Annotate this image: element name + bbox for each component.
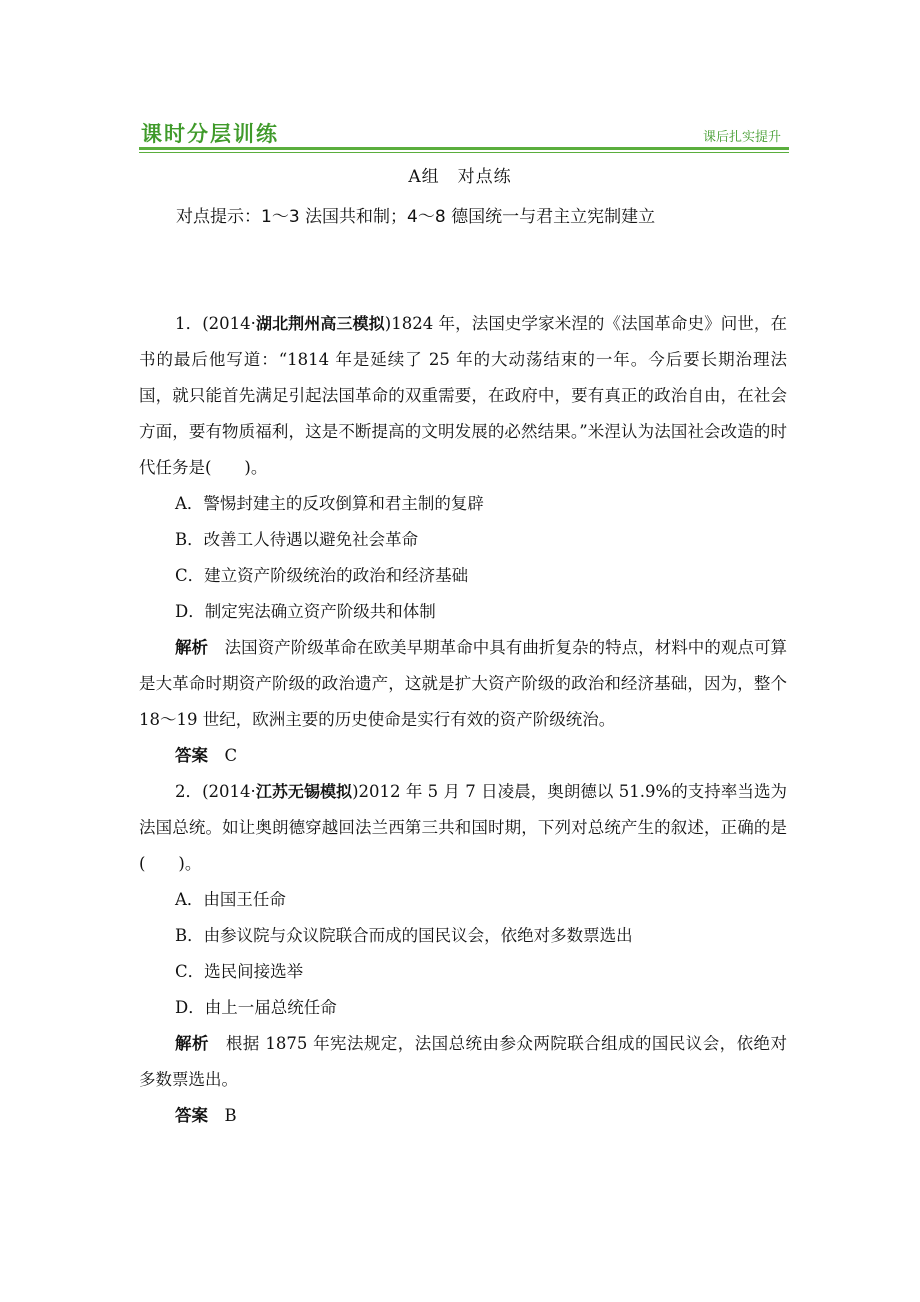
question-2-analysis — [139, 1026, 787, 1098]
analysis-text: 法国资产阶级革命在欧美早期革命中具有曲折复杂的特点，材料中的观点可算是大革命时期资产阶级的政治遗产，这就是扩大资产阶级的政治和经济基础，因为，整个 18～19 世纪，欧洲主要的历史使命是实行有效的资产阶级统治。 — [139, 638, 788, 729]
question-2-option-b: B．由参议院与众议院联合而成的国民议会，依绝对多数票选出 — [175, 926, 633, 945]
question-2-answer — [139, 1098, 787, 1134]
question-1-analysis — [139, 630, 787, 738]
question-2-source: 江苏无锡模拟 — [255, 782, 353, 801]
question-1-text: )1824 年，法国史学家米涅的《法国革命史》问世，在书的最后他写道：“1814 年是延续了 25 年的大动荡结束的一年。今后要长期治理法国，就只能首先满足引起法国革命的双重需要，在政府中，要有真正的政治自由，在社会方面，要有物质福利，这是不断提高的文明发展的必然结果。”米涅认为法国社会改造的时代任务是( )。 — [139, 314, 787, 477]
question-1-option-d: D．制定宪法确立资产阶级共和体制 — [175, 602, 436, 621]
question-1-option-a: A．警惕封建主的反攻倒算和君主制的复辟 — [175, 494, 484, 513]
question-1-answer — [139, 738, 787, 774]
analysis-text: 根据 1875 年宪法规定，法国总统由参众两院联合组成的国民议会，依绝对多数票选出。 — [139, 1034, 788, 1089]
question-1-stem — [139, 306, 787, 486]
question-1-source: 湖北荆州高三模拟 — [255, 314, 385, 333]
answer-label: 答案 — [175, 746, 208, 765]
answer-label: 答案 — [175, 1106, 208, 1125]
question-2-option-d: D．由上一届总统任命 — [175, 998, 337, 1017]
question-2-number: 2．(2014· — [175, 782, 256, 801]
topic-hint: 对点提示：1～3 法国共和制；4～8 德国统一与君主立宪制建立 — [176, 207, 656, 227]
analysis-label: 解析 — [175, 638, 209, 657]
section-title: 课时分层训练 — [141, 122, 279, 146]
question-1-number: 1．(2014· — [175, 314, 256, 333]
question-2-text: )2012 年 5 月 7 日凌晨，奥朗德以 51.9%的支持率当选为法国总统。如让奥朗德穿越回法兰西第三共和国时期，下列对总统产生的叙述，正确的是( )。 — [139, 782, 787, 873]
question-1-option-b: B．改善工人待遇以避免社会革命 — [175, 530, 419, 549]
section-header — [139, 118, 789, 154]
question-content — [139, 306, 787, 1134]
section-subtitle: 课后扎实提升 — [702, 130, 781, 145]
question-2-stem — [139, 774, 787, 882]
answer-value: C — [208, 746, 238, 765]
group-title: A组 对点练 — [408, 167, 512, 187]
answer-value: B — [208, 1106, 237, 1125]
question-2-option-a: A．由国王任命 — [175, 890, 286, 909]
header-rule-thin — [139, 152, 789, 153]
question-1-option-c: C．建立资产阶级统治的政治和经济基础 — [175, 566, 469, 585]
question-2-option-c: C．选民间接选举 — [175, 962, 304, 981]
header-rule — [139, 147, 789, 150]
analysis-label: 解析 — [175, 1034, 209, 1053]
